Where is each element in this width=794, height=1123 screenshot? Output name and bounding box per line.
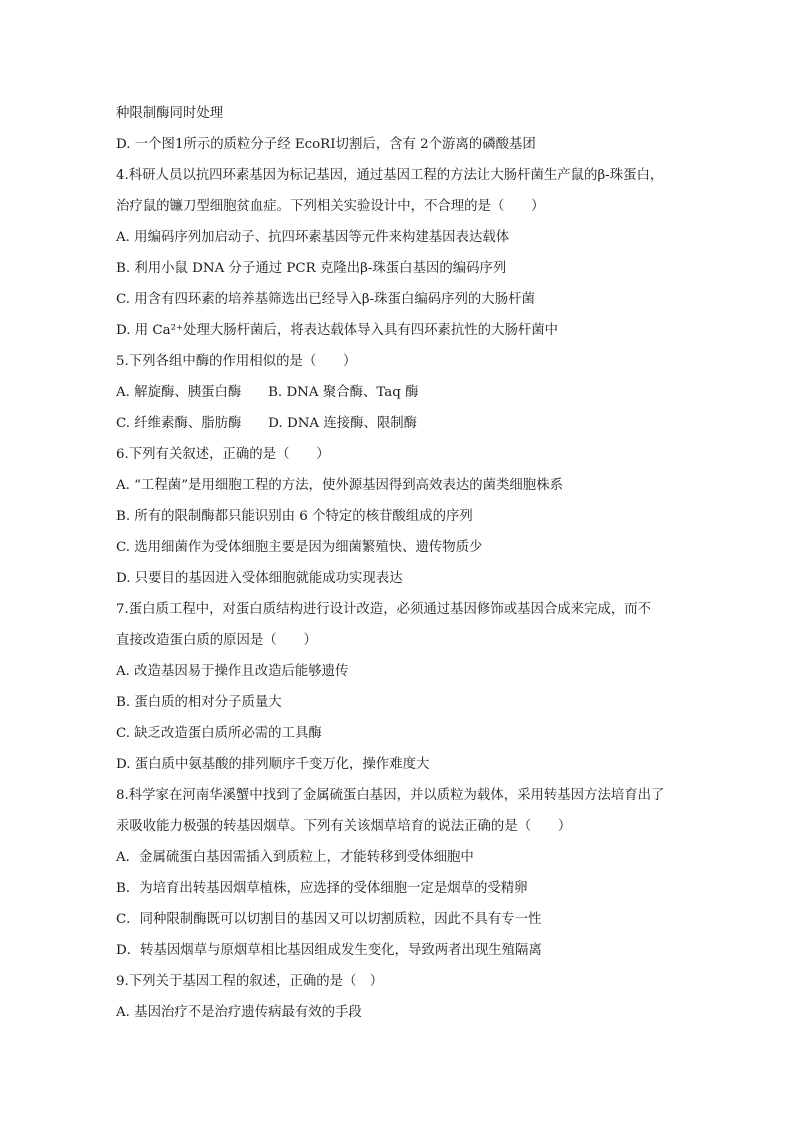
question-8-stem-cont: 汞吸收能力极强的转基因烟草。下列有关该烟草培育的说法正确的是（ ） (116, 819, 572, 834)
option-b: B. 所有的限制酶都只能识别由 6 个特定的核苷酸组成的序列 (116, 509, 473, 524)
question-4-stem-cont: 治疗鼠的镰刀型细胞贫血症。下列相关实验设计中，不合理的是（ ） (116, 199, 545, 214)
option-a: A．金属硫蛋白基因需插入到质粒上，才能转移到受体细胞中 (116, 850, 474, 865)
question-9-stem: 9.下列关于基因工程的叙述，正确的是（ ） (116, 974, 384, 989)
question-4-stem: 4.科研人员以抗四环素基因为标记基因，通过基因工程的方法让大肠杆菌生产鼠的β-珠蛋白， (116, 168, 664, 183)
question-7-stem-cont: 直接改造蛋白质的原因是（ ） (116, 633, 317, 648)
options-cd: C. 纤维素酶、脂肪酶 D. DNA 连接酶、限制酶 (116, 416, 418, 431)
option-d: D．转基因烟草与原烟草相比基因组成发生变化，导致两者出现生殖隔离 (116, 943, 542, 958)
option-c: C. 选用细菌作为受体细胞主要是因为细菌繁殖快、遗传物质少 (116, 540, 483, 555)
option-d: D. 一个图1所示的质粒分子经 EcoRⅠ切割后，含有 2个游离的磷酸基团 (116, 137, 536, 152)
option-d: D. 只要目的基因进入受体细胞就能成功实现表达 (116, 571, 403, 586)
option-c: C．同种限制酶既可以切割目的基因又可以切割质粒，因此不具有专一性 (116, 912, 542, 927)
options-ab: A. 解旋酶、胰蛋白酶 B. DNA 聚合酶、Taq 酶 (116, 385, 419, 400)
option-a: A. 用编码序列加启动子、抗四环素基因等元件来构建基因表达载体 (116, 230, 510, 245)
question-6-stem: 6.下列有关叙述，正确的是（ ） (116, 447, 330, 462)
option-d: D. 用 Ca²⁺处理大肠杆菌后，将表达载体导入具有四环素抗性的大肠杆菌中 (116, 323, 559, 338)
option-c: C. 缺乏改造蛋白质所必需的工具酶 (116, 726, 322, 741)
question-7-stem: 7.蛋白质工程中，对蛋白质结构进行设计改造，必须通过基因修饰或基因合成来完成，而不 (116, 602, 652, 617)
question-8-stem: 8.科学家在河南华溪蟹中找到了金属硫蛋白基因，并以质粒为载体，采用转基因方法培育出了 (116, 788, 665, 803)
text-line: 种限制酶同时处理 (116, 106, 224, 121)
option-b: B. 利用小鼠 DNA 分子通过 PCR 克隆出β-珠蛋白基因的编码序列 (116, 261, 507, 276)
option-d: D. 蛋白质中氨基酸的排列顺序千变万化，操作难度大 (116, 757, 430, 772)
option-a: A. “工程菌”是用细胞工程的方法，使外源基因得到高效表达的菌类细胞株系 (116, 478, 563, 493)
question-5-stem: 5.下列各组中酶的作用相似的是（ ） (116, 354, 357, 369)
option-b: B. 蛋白质的相对分子质量大 (116, 695, 282, 710)
option-c: C. 用含有四环素的培养基筛选出已经导入β-珠蛋白编码序列的大肠杆菌 (116, 292, 535, 307)
option-b: B．为培育出转基因烟草植株，应选择的受体细胞一定是烟草的受精卵 (116, 881, 528, 896)
option-a: A. 改造基因易于操作且改造后能够遗传 (116, 664, 349, 679)
option-a: A. 基因治疗不是治疗遗传病最有效的手段 (116, 1005, 362, 1020)
